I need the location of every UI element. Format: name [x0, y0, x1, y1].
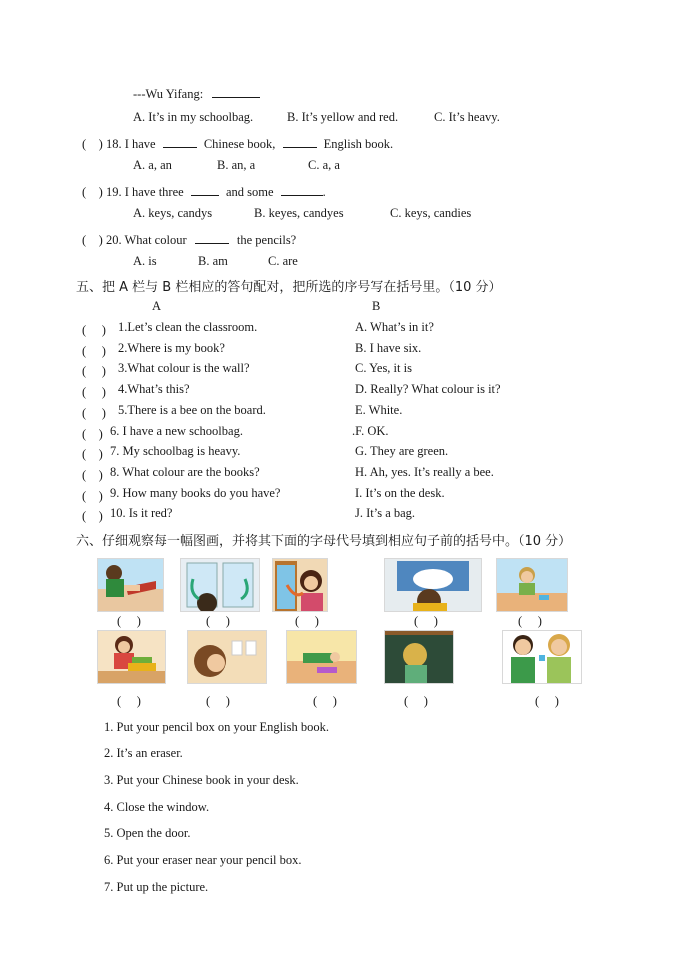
q20-option-c: C. are: [268, 254, 298, 268]
q17-dialog: [133, 86, 260, 102]
sentence-4: 4. Close the window.: [104, 800, 210, 814]
picture-hand-pencilbox: [286, 630, 357, 684]
picture-girl-books: [97, 630, 166, 684]
match-answer-paren[interactable]: ( ): [82, 344, 106, 358]
picture-girl-blackboard: [384, 630, 454, 684]
match-answer-paren[interactable]: ( ): [82, 385, 106, 399]
q17-option-a: A. It’s in my schoolbag.: [133, 110, 254, 124]
q19-option-a: A. keys, candys: [133, 206, 213, 220]
match-question: 7. My schoolbag is heavy.: [110, 444, 241, 458]
q20-option-b: B. am: [198, 254, 228, 268]
q20-text-b: the pencils?: [236, 233, 297, 247]
match-answer-option: C. Yes, it is: [355, 361, 412, 375]
q20-option-a: A. is: [133, 254, 157, 268]
q17-answer-blank[interactable]: [212, 86, 260, 98]
q19-blank-2[interactable]: [281, 184, 323, 196]
sentence-2: 2. It’s an eraser.: [104, 746, 183, 760]
q19-option-b: B. keyes, candyes: [254, 206, 344, 220]
picture-girl-eraser: [496, 558, 568, 612]
q18-paren: ( ) 18.: [82, 137, 122, 151]
match-answer-paren[interactable]: ( ): [82, 509, 103, 523]
q20-text-a: What colour: [124, 233, 187, 247]
q18-stem: [82, 134, 393, 152]
picture-1-answer[interactable]: ( ): [117, 614, 141, 628]
match-answer-option: H. Ah, yes. It’s really a bee.: [355, 465, 494, 479]
match-answer-paren[interactable]: ( ): [82, 447, 103, 461]
q17-option-b: B. It’s yellow and red.: [287, 110, 399, 124]
q19-stem: [82, 182, 326, 200]
q19-text-a: I have three: [124, 185, 184, 199]
match-question: 5.There is a bee on the board.: [118, 403, 266, 417]
picture-window-close: [180, 558, 260, 612]
sentence-5: 5. Open the door.: [104, 826, 191, 840]
match-answer-option: .F. OK.: [352, 424, 389, 438]
match-answer-option: J. It’s a bag.: [355, 506, 416, 520]
section5-col-a-header: A: [152, 299, 162, 313]
match-answer-option: B. I have six.: [355, 341, 422, 355]
match-answer-paren[interactable]: ( ): [82, 489, 103, 503]
q19-period: .: [322, 185, 326, 199]
section5-col-b-header: B: [372, 299, 381, 313]
q19-option-c: C. keys, candies: [390, 206, 472, 220]
q18-text-c: English book.: [323, 137, 394, 151]
match-question: 2.Where is my book?: [118, 341, 225, 355]
q18-text-a: I have: [124, 137, 156, 151]
match-question: 8. What colour are the books?: [110, 465, 260, 479]
q18-option-b: B. an, a: [217, 158, 256, 172]
picture-boy-wall: [187, 630, 267, 684]
sentence-7: 7. Put up the picture.: [104, 880, 209, 894]
picture-8-answer[interactable]: ( ): [313, 694, 337, 708]
match-question: 10. Is it red?: [110, 506, 173, 520]
q20-paren: ( ) 20.: [82, 233, 122, 247]
q18-text-b: Chinese book,: [203, 137, 276, 151]
picture-6-answer[interactable]: ( ): [117, 694, 141, 708]
match-answer-paren[interactable]: ( ): [82, 364, 106, 378]
match-answer-option: E. White.: [355, 403, 403, 417]
picture-boy-girl-eraser: [502, 630, 582, 684]
match-answer-option: A. What’s in it?: [355, 320, 434, 334]
picture-hand-on-desk: [97, 558, 164, 612]
match-answer-paren[interactable]: ( ): [82, 468, 103, 482]
match-answer-paren[interactable]: ( ): [82, 323, 106, 337]
match-answer-option: I. It’s on the desk.: [355, 486, 445, 500]
picture-10-answer[interactable]: ( ): [535, 694, 559, 708]
picture-2-answer[interactable]: ( ): [206, 614, 230, 628]
picture-4-answer[interactable]: ( ): [414, 614, 438, 628]
match-question: 9. How many books do you have?: [110, 486, 281, 500]
q19-text-b: and some: [225, 185, 274, 199]
q20-stem: [82, 230, 296, 248]
q20-blank[interactable]: [195, 232, 229, 244]
picture-7-answer[interactable]: ( ): [206, 694, 230, 708]
picture-put-up-picture: [384, 558, 482, 612]
match-question: 4.What’s this?: [118, 382, 190, 396]
match-question: 1.Let’s clean the classroom.: [118, 320, 258, 334]
match-answer-paren[interactable]: ( ): [82, 427, 103, 441]
picture-9-answer[interactable]: ( ): [404, 694, 428, 708]
q19-paren: ( ) 19.: [82, 185, 122, 199]
section6-title: 六、仔细观察每一幅图画，并将其下面的字母代号填到相应句子前的括号中。（10 分）: [76, 534, 572, 549]
q18-option-c: C. a, a: [308, 158, 340, 172]
match-answer-option: G. They are green.: [355, 444, 449, 458]
match-answer-option: D. Really? What colour is it?: [355, 382, 501, 396]
section5-title: 五、把 A 栏与 B 栏相应的答句配对，把所选的序号写在括号里。（10 分）: [76, 280, 502, 295]
sentence-6: 6. Put your eraser near your pencil box.: [104, 853, 302, 867]
sentence-1: 1. Put your pencil box on your English book.: [104, 720, 329, 734]
picture-3-answer[interactable]: ( ): [295, 614, 319, 628]
q18-option-a: A. a, an: [133, 158, 172, 172]
q17-option-c: C. It’s heavy.: [434, 110, 500, 124]
match-question: 3.What colour is the wall?: [118, 361, 250, 375]
q19-blank-1[interactable]: [191, 184, 219, 196]
picture-door-open: [272, 558, 328, 612]
match-answer-paren[interactable]: ( ): [82, 406, 106, 420]
q18-blank-2[interactable]: [283, 136, 317, 148]
q18-blank-1[interactable]: [163, 136, 197, 148]
match-question: 6. I have a new schoolbag.: [110, 424, 243, 438]
sentence-3: 3. Put your Chinese book in your desk.: [104, 773, 299, 787]
q17-dialog-text: ---Wu Yifang:: [133, 87, 204, 101]
picture-5-answer[interactable]: ( ): [518, 614, 542, 628]
